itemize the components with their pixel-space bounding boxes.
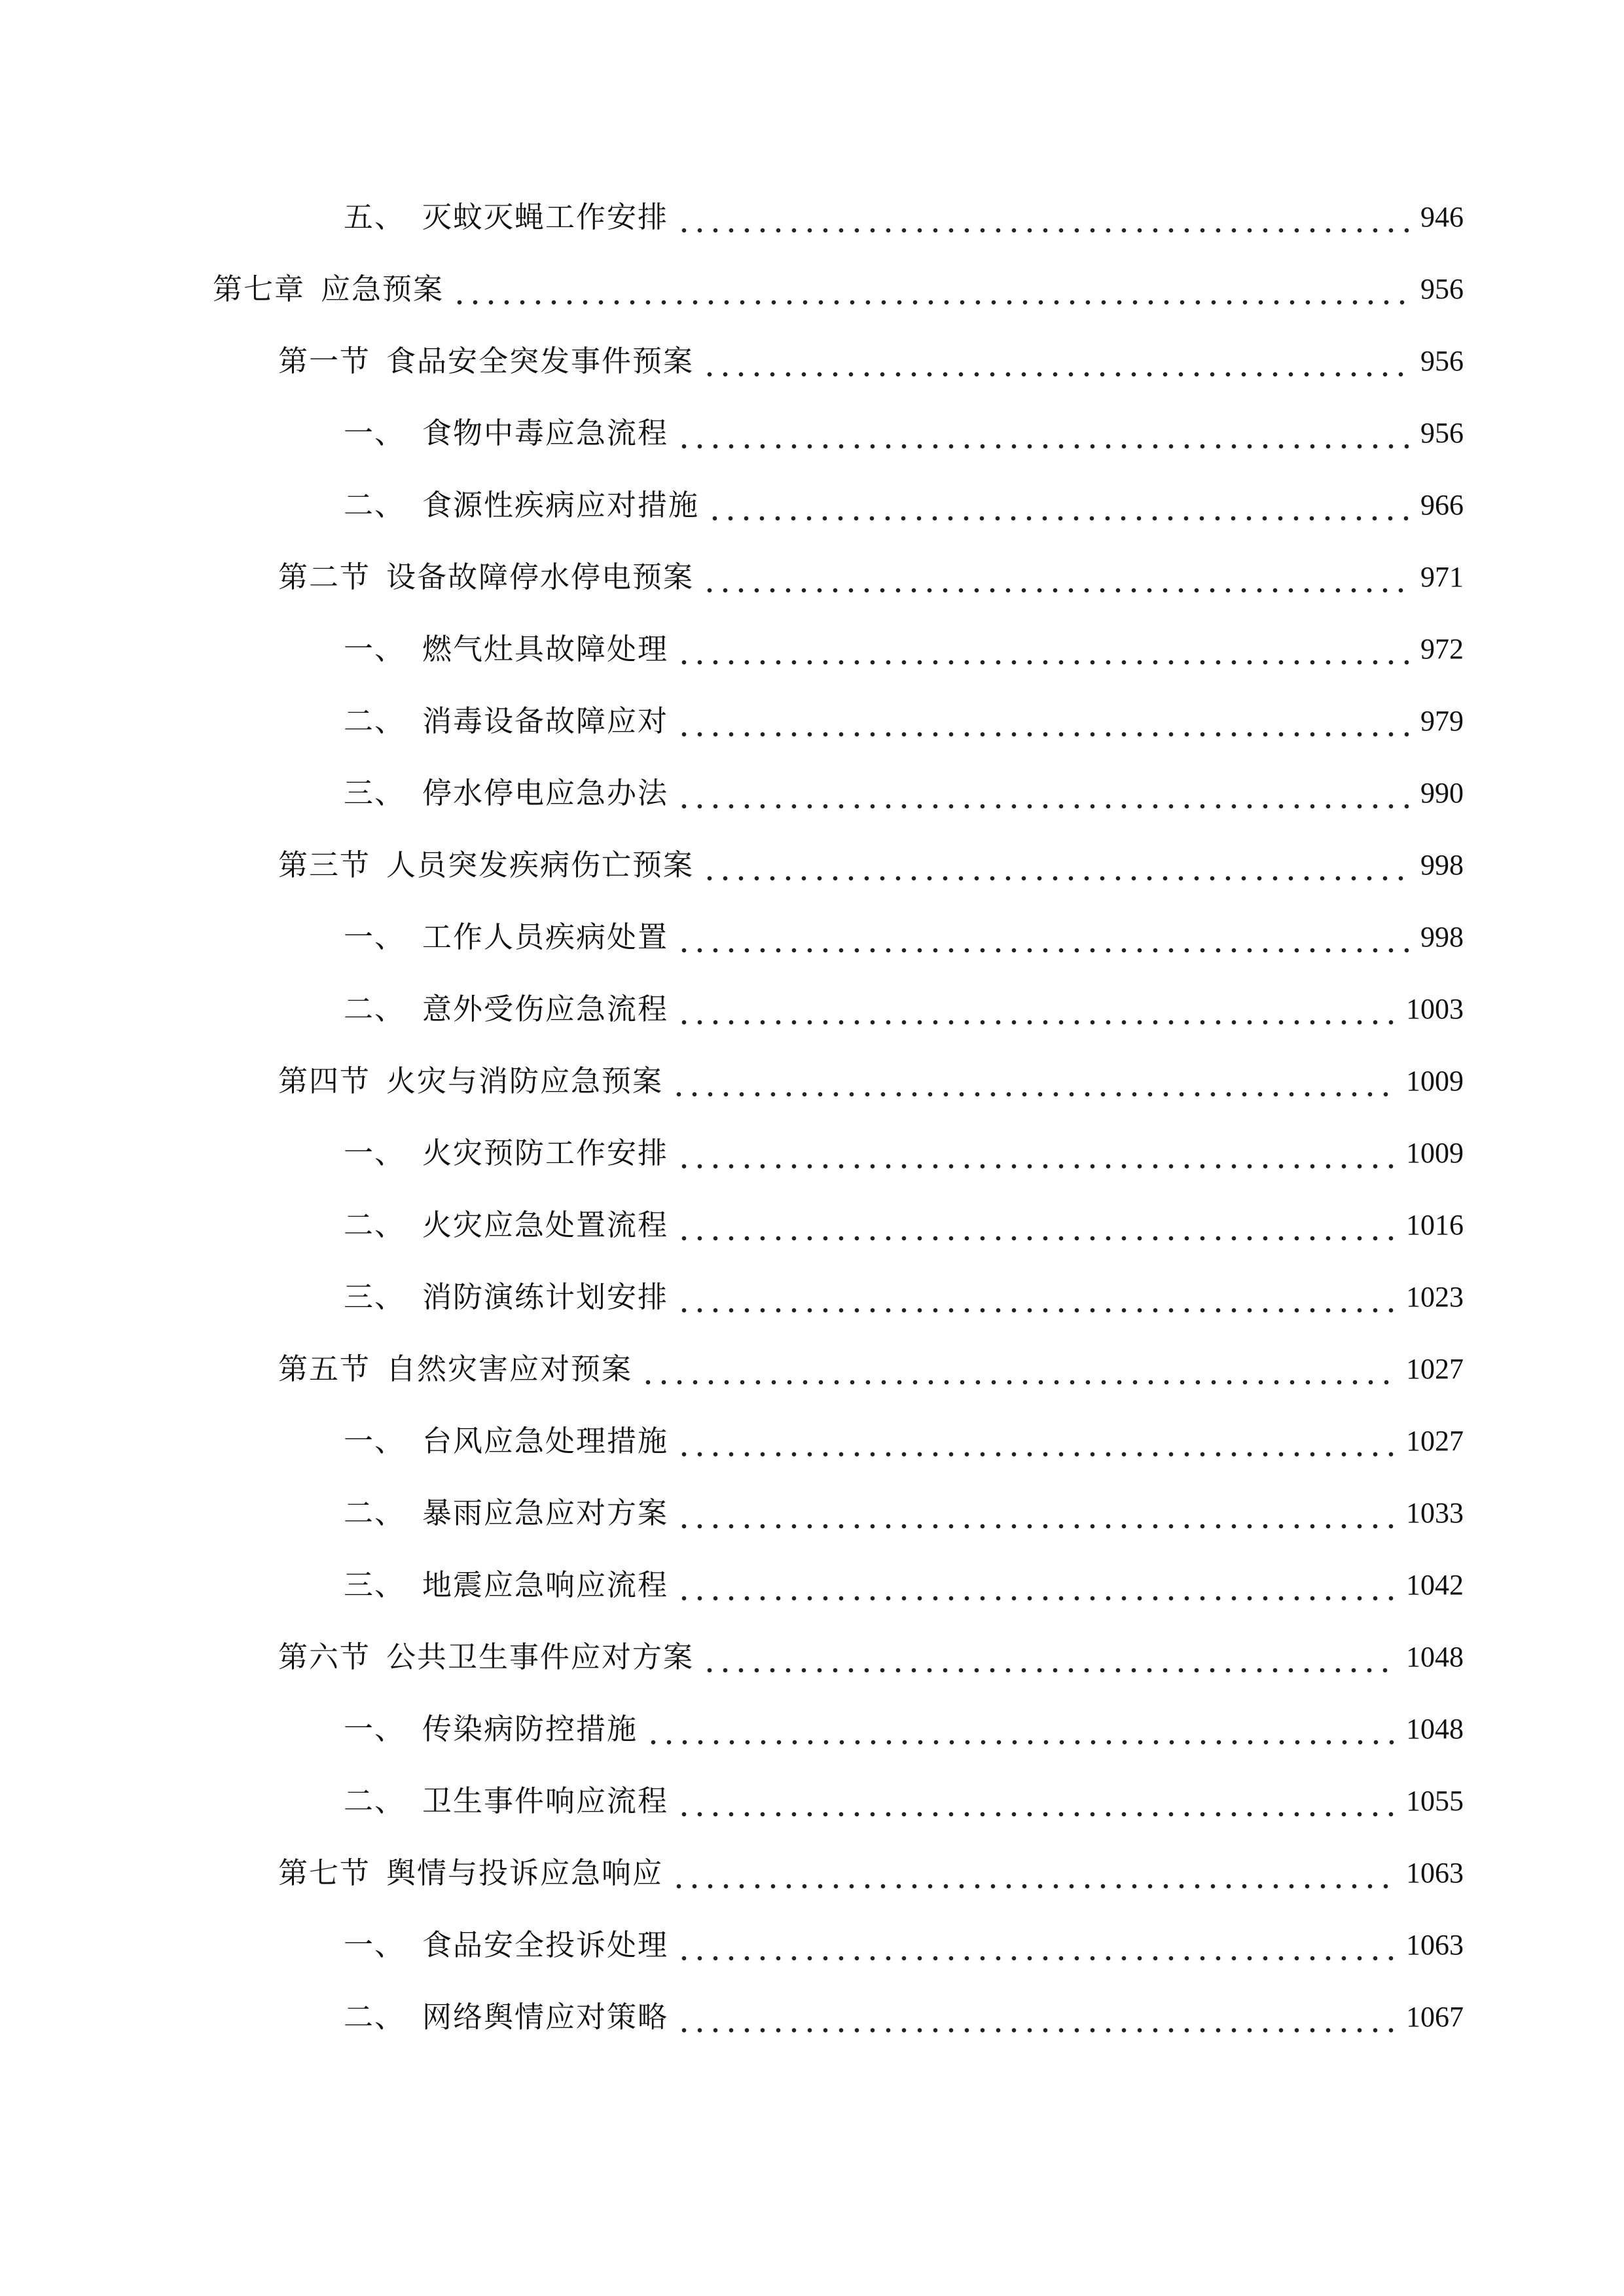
toc-entry[interactable] bbox=[344, 1422, 1464, 1461]
entry-page-number: 1048 bbox=[1406, 1713, 1464, 1745]
entry-page-number: 971 bbox=[1420, 561, 1464, 593]
entry-title: 设备故障停水停电预案 bbox=[386, 560, 695, 594]
entry-title: 消防演练计划安排 bbox=[422, 1280, 669, 1314]
entry-title: 停水停电应急办法 bbox=[422, 776, 669, 810]
entry-page-number: 1063 bbox=[1406, 1857, 1464, 1889]
dot-leader bbox=[676, 414, 1409, 453]
entry-page-number: 946 bbox=[1420, 201, 1464, 233]
dot-leader bbox=[676, 1998, 1394, 2037]
entry-page-number: 1009 bbox=[1406, 1137, 1464, 1169]
toc-entry[interactable] bbox=[213, 270, 1464, 309]
toc-entry[interactable] bbox=[344, 1206, 1464, 1245]
entry-page-number: 1063 bbox=[1406, 1929, 1464, 1961]
entry-number: 二、 bbox=[344, 704, 406, 738]
entry-title: 火灾与消防应急预案 bbox=[386, 1064, 664, 1098]
entry-number: 一、 bbox=[344, 1712, 406, 1746]
dot-leader bbox=[702, 342, 1409, 381]
entry-title: 网络舆情应对策略 bbox=[422, 2000, 669, 2034]
entry-number: 三、 bbox=[344, 1280, 406, 1314]
entry-number: 第二节 bbox=[278, 560, 371, 594]
entry-page-number: 956 bbox=[1420, 345, 1464, 377]
entry-title: 灭蚊灭蝇工作安排 bbox=[422, 200, 669, 234]
entry-title: 舆情与投诉应急响应 bbox=[386, 1856, 664, 1890]
entry-title: 传染病防控措施 bbox=[422, 1712, 638, 1746]
toc-entry[interactable] bbox=[344, 1566, 1464, 1605]
entry-number: 一、 bbox=[344, 416, 406, 450]
entry-number: 二、 bbox=[344, 1784, 406, 1818]
entry-title: 工作人员疾病处置 bbox=[422, 920, 669, 954]
entry-page-number: 966 bbox=[1420, 489, 1464, 521]
entry-title: 暴雨应急应对方案 bbox=[422, 1496, 669, 1530]
entry-number: 第七节 bbox=[278, 1856, 371, 1890]
dot-leader bbox=[676, 990, 1394, 1029]
entry-page-number: 972 bbox=[1420, 633, 1464, 665]
dot-leader bbox=[640, 1350, 1394, 1389]
toc-entry[interactable] bbox=[278, 1350, 1464, 1389]
dot-leader bbox=[702, 846, 1409, 885]
entry-title: 自然灾害应对预案 bbox=[386, 1352, 633, 1386]
toc-entry[interactable] bbox=[278, 846, 1464, 885]
entry-number: 第三节 bbox=[278, 848, 371, 882]
dot-leader bbox=[702, 558, 1409, 597]
entry-number: 一、 bbox=[344, 1424, 406, 1458]
entry-page-number: 956 bbox=[1420, 273, 1464, 305]
dot-leader bbox=[676, 1566, 1394, 1605]
dot-leader bbox=[676, 1494, 1394, 1533]
dot-leader bbox=[676, 1278, 1394, 1317]
entry-number: 一、 bbox=[344, 1136, 406, 1170]
toc-entry[interactable] bbox=[344, 1998, 1464, 2037]
entry-number: 二、 bbox=[344, 2000, 406, 2034]
entry-number: 五、 bbox=[344, 200, 406, 234]
toc-entry[interactable] bbox=[344, 1710, 1464, 1749]
toc-entry[interactable] bbox=[278, 1062, 1464, 1101]
dot-leader bbox=[707, 486, 1409, 525]
entry-page-number: 1033 bbox=[1406, 1497, 1464, 1529]
entry-page-number: 979 bbox=[1420, 705, 1464, 737]
dot-leader bbox=[676, 630, 1409, 669]
toc-entry[interactable] bbox=[278, 1638, 1464, 1677]
toc-entry[interactable] bbox=[344, 1494, 1464, 1533]
entry-number: 一、 bbox=[344, 632, 406, 666]
entry-number: 二、 bbox=[344, 1496, 406, 1530]
entry-page-number: 1003 bbox=[1406, 993, 1464, 1025]
entry-number: 三、 bbox=[344, 1568, 406, 1602]
dot-leader bbox=[676, 198, 1409, 237]
dot-leader bbox=[676, 774, 1409, 813]
entry-number: 一、 bbox=[344, 920, 406, 954]
entry-number: 二、 bbox=[344, 1208, 406, 1242]
entry-number: 一、 bbox=[344, 1928, 406, 1962]
dot-leader bbox=[671, 1062, 1394, 1101]
entry-title: 燃气灶具故障处理 bbox=[422, 632, 669, 666]
entry-title: 消毒设备故障应对 bbox=[422, 704, 669, 738]
toc-entry[interactable] bbox=[278, 558, 1464, 597]
entry-number: 三、 bbox=[344, 776, 406, 810]
entry-title: 人员突发疾病伤亡预案 bbox=[386, 848, 695, 882]
toc-entry[interactable] bbox=[344, 918, 1464, 957]
toc-entry[interactable] bbox=[344, 630, 1464, 669]
entry-page-number: 1048 bbox=[1406, 1641, 1464, 1673]
entry-number: 第一节 bbox=[278, 344, 371, 378]
toc-entry[interactable] bbox=[344, 702, 1464, 741]
dot-leader bbox=[676, 1926, 1394, 1965]
entry-page-number: 1067 bbox=[1406, 2001, 1464, 2033]
dot-leader bbox=[676, 1134, 1394, 1173]
dot-leader bbox=[452, 270, 1409, 309]
dot-leader bbox=[702, 1638, 1394, 1677]
dot-leader bbox=[676, 1422, 1394, 1461]
entry-number: 第六节 bbox=[278, 1640, 371, 1674]
toc-entry[interactable] bbox=[344, 1926, 1464, 1965]
dot-leader bbox=[676, 1782, 1394, 1821]
entry-page-number: 1009 bbox=[1406, 1065, 1464, 1097]
entry-page-number: 1027 bbox=[1406, 1353, 1464, 1385]
entry-page-number: 1055 bbox=[1406, 1785, 1464, 1817]
entry-title: 意外受伤应急流程 bbox=[422, 992, 669, 1026]
entry-title: 台风应急处理措施 bbox=[422, 1424, 669, 1458]
toc-entry[interactable] bbox=[344, 198, 1464, 237]
dot-leader bbox=[671, 1854, 1394, 1893]
toc-entry[interactable] bbox=[344, 414, 1464, 453]
entry-number: 二、 bbox=[344, 992, 406, 1026]
dot-leader bbox=[676, 918, 1409, 957]
entry-title: 食物中毒应急流程 bbox=[422, 416, 669, 450]
entry-title: 公共卫生事件应对方案 bbox=[386, 1640, 695, 1674]
entry-title: 食品安全突发事件预案 bbox=[386, 344, 695, 378]
toc-entry[interactable] bbox=[344, 774, 1464, 813]
entry-number: 二、 bbox=[344, 488, 406, 522]
entry-title: 火灾应急处置流程 bbox=[422, 1208, 669, 1242]
entry-page-number: 1042 bbox=[1406, 1569, 1464, 1601]
toc-entry[interactable] bbox=[344, 486, 1464, 525]
entry-page-number: 990 bbox=[1420, 777, 1464, 809]
entry-page-number: 1016 bbox=[1406, 1209, 1464, 1241]
toc-entry[interactable] bbox=[344, 1134, 1464, 1173]
entry-page-number: 1023 bbox=[1406, 1281, 1464, 1313]
toc-entry[interactable] bbox=[344, 1278, 1464, 1317]
entry-page-number: 956 bbox=[1420, 417, 1464, 449]
toc-entry[interactable] bbox=[278, 342, 1464, 381]
entry-title: 应急预案 bbox=[321, 272, 444, 306]
toc-entry[interactable] bbox=[278, 1854, 1464, 1893]
entry-number: 第七章 bbox=[213, 272, 306, 306]
entry-page-number: 998 bbox=[1420, 921, 1464, 953]
entry-title: 食源性疾病应对措施 bbox=[422, 488, 700, 522]
entry-page-number: 1027 bbox=[1406, 1425, 1464, 1457]
entry-title: 火灾预防工作安排 bbox=[422, 1136, 669, 1170]
toc-entry[interactable] bbox=[344, 990, 1464, 1029]
toc-entry[interactable] bbox=[344, 1782, 1464, 1821]
entry-number: 第四节 bbox=[278, 1064, 371, 1098]
entry-title: 地震应急响应流程 bbox=[422, 1568, 669, 1602]
dot-leader bbox=[676, 702, 1409, 741]
entry-title: 卫生事件响应流程 bbox=[422, 1784, 669, 1818]
dot-leader bbox=[645, 1710, 1394, 1749]
entry-page-number: 998 bbox=[1420, 849, 1464, 881]
entry-title: 食品安全投诉处理 bbox=[422, 1928, 669, 1962]
dot-leader bbox=[676, 1206, 1394, 1245]
entry-number: 第五节 bbox=[278, 1352, 371, 1386]
